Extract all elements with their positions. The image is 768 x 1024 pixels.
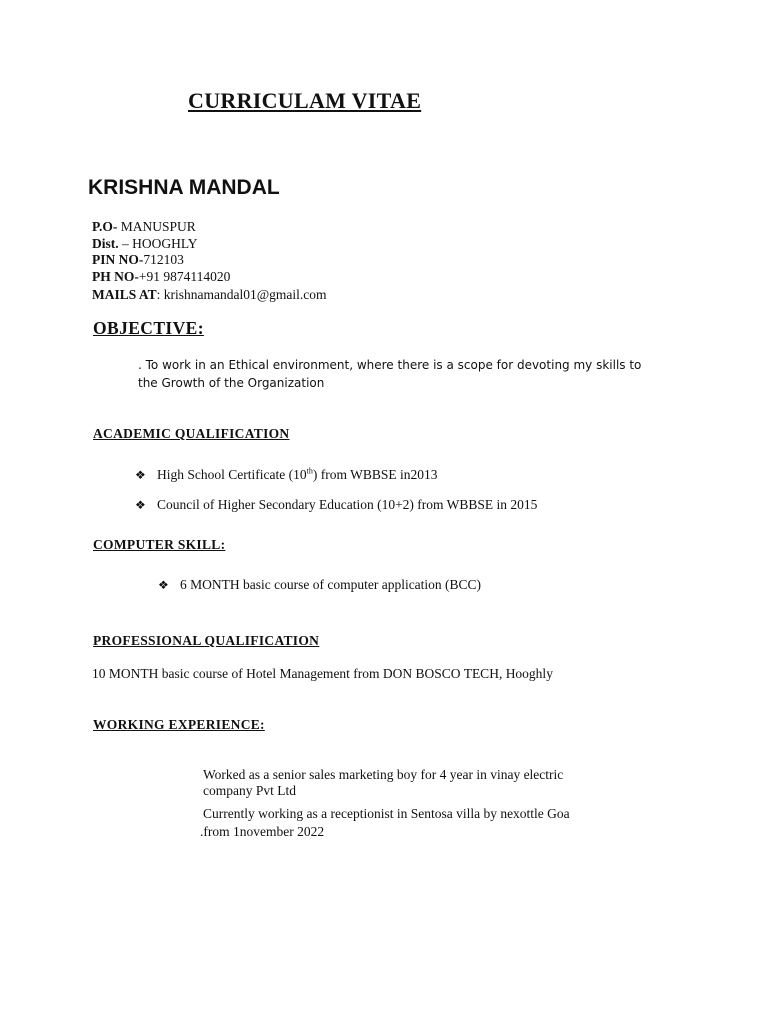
contact-label: PIN NO- [92,252,144,267]
contact-label: MAILS AT [92,287,157,302]
list-item [135,467,437,483]
computer-skill-heading: COMPUTER SKILL: [93,537,226,552]
contact-pin [92,251,184,268]
diamond-bullet-icon: ❖ [135,498,146,512]
contact-po [92,218,196,235]
list-item-text: 6 MONTH basic course of computer application (BCC) [180,577,482,592]
contact-value: : krishnamandal01@gmail.com [156,287,327,302]
diamond-bullet-icon: ❖ [135,468,146,482]
contact-value: MANUSPUR [117,219,196,234]
contact-value: 712103 [143,252,184,267]
professional-text: 10 MONTH basic course of Hotel Management from DON BOSCO TECH, Hooghly [92,666,553,681]
objective-line: the Growth of the Organization [138,376,325,390]
academic-heading: ACADEMIC QUALIFICATION [93,426,290,441]
experience-line: Worked as a senior sales marketing boy for 4 year in vinay electric [203,767,564,782]
contact-label: PH NO- [92,269,139,284]
list-item-text: Council of Higher Secondary Education (10+2) from WBBSE in 2015 [157,497,538,512]
objective-line: . To work in an Ethical environment, where there is a scope for devoting my skills to [138,358,642,372]
contact-label: P.O- [92,219,118,234]
candidate-name: KRISHNA MANDAL [88,176,280,199]
contact-phone [92,268,230,285]
contact-value: – HOOGHLY [118,236,198,251]
list-item [158,577,481,593]
contact-value: +91 9874114020 [138,269,231,284]
diamond-bullet-icon: ❖ [158,578,169,592]
contact-district [92,235,198,252]
contact-label: Dist. [92,236,119,251]
list-item-text: High School Certificate (10th) from WBBSE in2013 [157,466,438,482]
contact-email [92,286,327,303]
document-title: CURRICULAM VITAE [188,88,422,113]
objective-heading: OBJECTIVE: [93,318,204,338]
experience-line: .from 1november 2022 [200,824,325,839]
experience-line: company Pvt Ltd [203,783,296,798]
professional-heading: PROFESSIONAL QUALIFICATION [93,633,320,648]
list-item [135,497,537,513]
experience-heading: WORKING EXPERIENCE: [93,717,265,732]
experience-line: Currently working as a receptionist in Sentosa villa by nexottle Goa [203,806,570,821]
